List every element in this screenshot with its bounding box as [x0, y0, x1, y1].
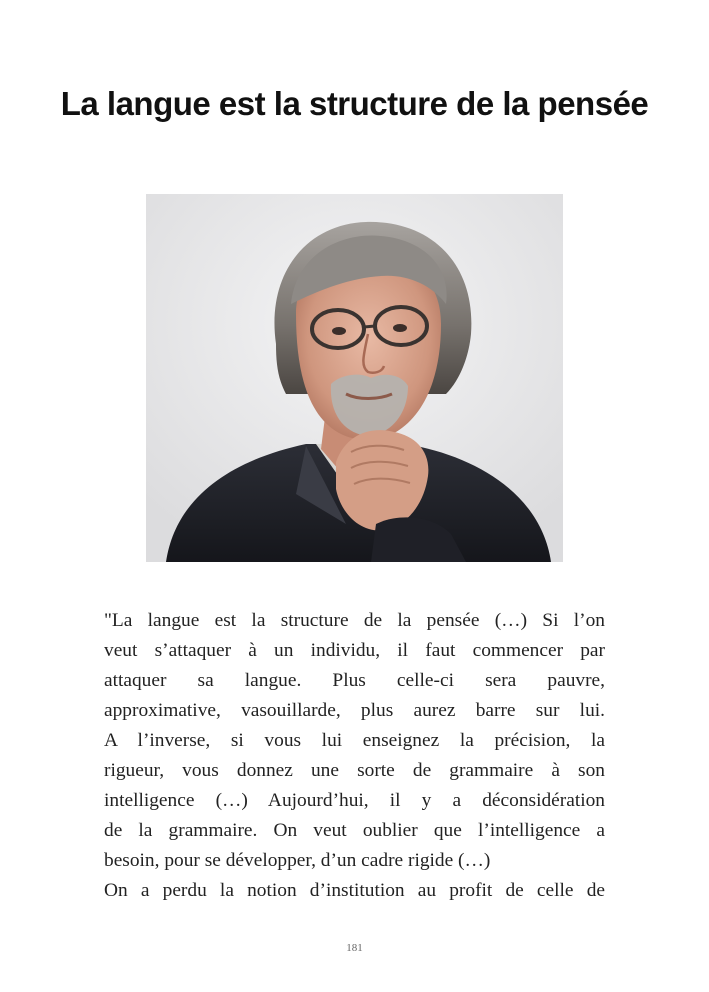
text-line: intelligence (…) Aujourd’hui, il y a déconsidération: [104, 790, 605, 811]
portrait-icon: [146, 194, 563, 562]
text-line: "La langue est la structure de la pensée (…) Si l’on: [104, 610, 605, 631]
text-line: de la grammaire. On veut oublier que l’intelligence a: [104, 820, 605, 841]
text-line: attaquer sa langue. Plus celle-ci sera pauvre,: [104, 670, 605, 691]
text-line: rigueur, vous donnez une sorte de grammaire à son: [104, 760, 605, 781]
text-line: veut s’attaquer à un individu, il faut commencer par: [104, 640, 605, 661]
text-line: A l’inverse, si vous lui enseignez la précision, la: [104, 730, 605, 751]
portrait-photo: [146, 194, 563, 562]
page-title: La langue est la structure de la pensée: [60, 85, 649, 122]
text-line: approximative, vasouillarde, plus aurez barre sur lui.: [104, 700, 605, 721]
text-line: On a perdu la notion d’institution au profit de celle de: [104, 880, 605, 901]
page-number: 181: [346, 942, 363, 954]
quote-paragraph: [104, 606, 605, 906]
text-line: besoin, pour se développer, d’un cadre rigide (…): [104, 850, 491, 871]
